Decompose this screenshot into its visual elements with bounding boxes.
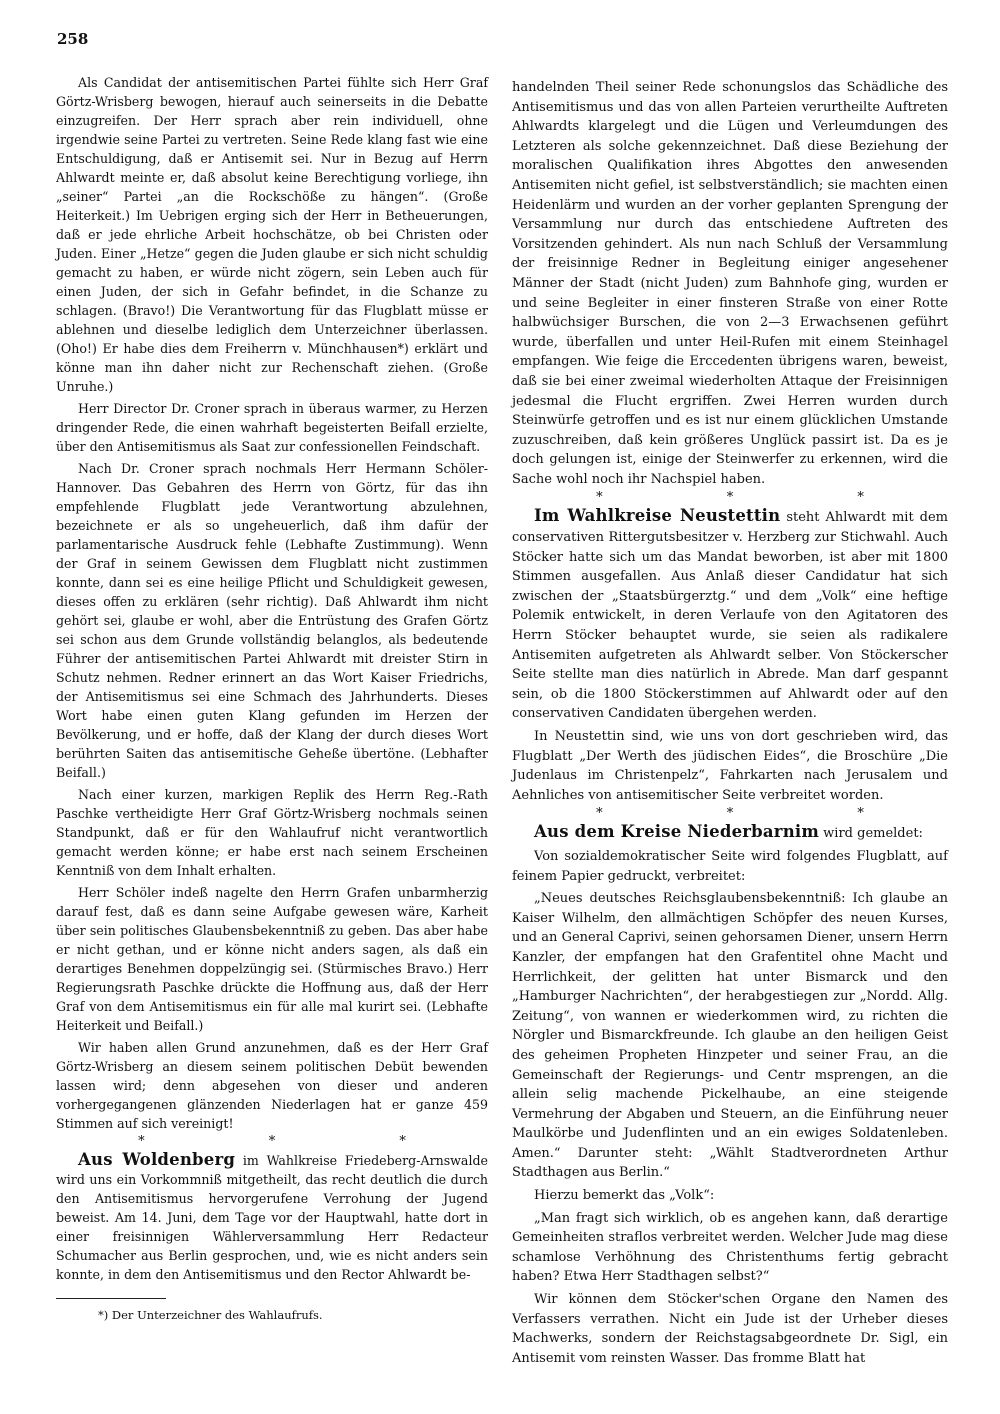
article-neustettin: [512, 506, 948, 724]
paragraph: Nach Dr. Croner sprach nochmals Herr Hermann Schöler-Hannover. Das Gebahren des Herrn von Görtz, für das ihn empfehlende Flugblatt jede Verantwortung abzulehnen, bezeichnete er als so ungeheuerlich, daß ihm dafür der parlamentarische Ausdruck fehle (Lebhafte Zustimmung). Wenn der Graf in seinem Gewissen dem Flugblatt nicht zustimmen konnte, dann sei es eine heilige Pflicht und Schuldigkeit gewesen, dieses offen zu erklären (sehr richtig). Daß Ahlwardt ihm nicht gehört sei, glaube er wohl, aber die Entrüstung des Grafen Görtz sei schon aus dem Grunde vollständig belanglos, als bedeutende Führer der antisemitischen Partei Ahlwardt mit dreister Stirn in Schutz nehmen. Redner erinnert an das Wort Kaiser Friedrichs, der Antisemitismus sei eine Schmach des Jahrhunderts. Dieses Wort habe einen guten Klang gefunden im Herzen der Bevölkerung, und er hoffe, daß der Klang der durch dieses Wort berührten Saiten das antisemitische Geheße übertöne. (Lebhafter Beifall.): [56, 461, 488, 780]
article-niederbarnim: [512, 822, 948, 844]
quote-paragraph: „Neues deutsches Reichsglaubensbekenntniß: Ich glaube an Kaiser Wilhelm, den allmächtigen Schöpfer des neuen Kurses, und an General Caprivi, seinen gehorsamen Diener, unsern Herrn Kanzler, der empfangen hat den Grafentitel ohne Macht und Herrlichkeit, der gelitten hat unter Bismarck und den „Hamburger Nachrichten“, der herabgestiegen zur „Nordd. Allg. Zeitung“, von wannen er wiederkommen wird, zu richten die Nörgler und Bismarckfreunde. Ich glaube an den heiligen Geist des geheimen Propheten Hinzpeter und seiner Frau, an die Gemeinschaft der Regierungs- und Centr msprengen, an die allein selig machende Pickelhaube, an eine steigende Vermehrung der Abgaben und Steuern, an die Einführung neuer Maulkörbe und Judenflinten und an ein ewiges Soldatenleben. Amen.“ Darunter steht: „Wählt Stadtverordneten Arthur Stadthagen aus Berlin.“: [512, 891, 948, 1181]
article-heading: Aus Woldenberg: [78, 1150, 236, 1169]
right-column: [512, 78, 948, 1371]
section-divider: * * *: [596, 490, 924, 506]
paragraph: Von sozialdemokratischer Seite wird folgendes Flugblatt, auf feinem Papier gedruckt, verbreitet:: [512, 848, 948, 884]
paragraph: Als Candidat der antisemitischen Partei fühlte sich Herr Graf Görtz-Wrisberg bewogen, hierauf auch seinerseits in die Debatte einzugreifen. Der Herr sprach aber rein individuell, ohne irgendwie seine Partei zu vertreten. Seine Rede klang fast wie eine Entschuldigung, daß er Antisemit sei. Nur in Bezug auf Herrn Ahlwardt meinte er, daß absolut keine Berechtigung vorliege, ihn „seiner“ Partei „an die Rockschöße zu hängen“. (Große Heiterkeit.) Im Uebrigen erging sich der Herr in Betheuerungen, daß er jede ehrliche Arbeit hochschätze, ob bei Christen oder Juden. Einer „Hetze“ gegen die Juden glaube er sich nicht schuldig gemacht zu haben, er würde nicht zögern, sein Leben auch für einen Juden, der sich in Gefahr befindet, in die Schanze zu schlagen. (Bravo!) Die Verantwortung für das Flugblatt müsse er ablehnen und dieselbe lediglich dem Unterzeichner überlassen. (Oho!) Er habe dies dem Freiherrn v. Münchhausen*) erklärt und könne man ihn daher nicht zur Rechenschaft ziehen. (Große Unruhe.): [56, 75, 488, 394]
paragraph: handelnden Theil seiner Rede schonungslos das Schädliche des Antisemitismus und das von allen Parteien verurtheilte Auftreten Ahlwardts klargelegt und die Lügen und Verleumdungen des Letzteren als solche gekennzeichnet. Daß diese Beziehung der moralischen Qualifikation ihres Abgottes den anwesenden Antisemiten nicht gefiel, ist selbstverständlich; sie machten einen Heidenlärm und wurden an der vorher geplanten Sprengung der Versammlung nur durch das entschiedene Auftreten des Vorsitzenden gehindert. Als nun nach Schluß der Versammlung der freisinnige Redner in Begleitung einiger angesehener Männer der Stadt (nicht Juden) zum Bahnhofe ging, wurden er und seine Begleiter in einer finsteren Straße von einer Rotte halbwüchsiger Burschen, die von 2—3 Erwachsenen geführt wurde, überfallen und unter Heil-Rufen mit einem Steinhagel empfangen. Wie feige die Erccedenten übrigens waren, beweist, daß sie bei einer zweimal wiederholten Attaque der Freisinnigen jedesmal die Flucht ergriffen. Zwei Herren wurden durch Steinwürfe getroffen und es ist nur einem glücklichen Umstande zuzuschreiben, daß kein größeres Unglück passirt ist. Da es je doch gelungen ist, einige der Steinwerfer zu erkennen, wird die Sache wohl noch ihr Nachspiel haben.: [512, 80, 948, 487]
article-text: wird gemeldet:: [819, 826, 923, 842]
article-text: im Wahlkreise Friedeberg-Arnswalde wird uns ein Vorkommniß mitgetheilt, das recht deutlich die durch den Antisemitismus hervorgerufene Verrohung der Jugend beweist. Am 14. Juni, dem Tage vor der Hauptwahl, hatte dort in einer freisinnigen Wählerversammlung Herr Redacteur Schumacher aus Berlin gesprochen, und, wie es nicht anders sein konnte, in dem den Antisemitismus und den Rector Ahlwardt be-: [56, 1153, 488, 1282]
article-heading: Im Wahlkreise Neustettin: [534, 506, 781, 526]
section-divider: * * *: [596, 806, 924, 822]
footnote-divider: [56, 1298, 166, 1299]
paragraph: In Neustettin sind, wie uns von dort geschrieben wird, das Flugblatt „Der Werth des jüdischen Eides“, die Broschüre „Die Judenlaus im Christenpelz“, Fahrkarten nach Jerusalem und Aehnliches von antisemitischer Seite verbreitet worden.: [512, 729, 948, 803]
paragraph: Wir haben allen Grund anzunehmen, daß es der Herr Graf Görtz-Wrisberg an diesem seinem politischen Debüt bewenden lassen wird; denn abgesehen von dieser und anderen vorhergegangenen glänzenden Niederlagen hat er ganze 459 Stimmen auf sich vereinigt!: [56, 1040, 488, 1131]
footnote: *) Der Unterzeichner des Wahlaufrufs.: [98, 1308, 323, 1322]
quote-paragraph: „Man fragt sich wirklich, ob es angehen kann, daß derartige Gemeinheiten straflos verbreitet werden. Welcher Jude mag diese schamlose Verhöhnung des Christenthums fertig gebracht haben? Etwa Herr Stadthagen selbst?“: [512, 1210, 948, 1285]
left-column: [56, 73, 488, 1287]
article-heading: Aus dem Kreise Niederbarnim: [534, 822, 820, 842]
article-woldenberg: [56, 1150, 488, 1284]
article-text: steht Ahlwardt mit dem conservativen Rittergutsbesitzer v. Herzberg zur Stichwahl. Auch Stöcker hatte sich um das Mandat beworben, ist aber mit 1800 Stimmen ausgefallen. Aus Anlaß dieser Candidatur hat sich zwischen der „Staatsbürgerztg.“ und dem „Volk“ eine heftige Polemik entwickelt, in deren Verlaufe von den Agitatoren des Herrn Stöcker behauptet wurde, sie seien als radikalere Antisemiten aufgetreten als Ahlwardt selber. Von Stöckerscher Seite stellte man dies natürlich in Abrede. Man darf gespannt sein, ob die 1800 Stöckerstimmen auf Ahlwardt oder auf den conservativen Candidaten übergehen werden.: [512, 510, 948, 722]
paragraph: Nach einer kurzen, markigen Replik des Herrn Reg.-Rath Paschke vertheidigte Herr Graf Görtz-Wrisberg nochmals seinen Standpunkt, daß er für den Wahlaufruf nicht verantwortlich gemacht werden könne; er habe erst nach seinem Erscheinen Kenntniß von dem Inhalt erhalten.: [56, 787, 488, 878]
section-divider: * * *: [138, 1134, 466, 1149]
paragraph: Hierzu bemerkt das „Volk“:: [534, 1188, 715, 1204]
paragraph: Herr Director Dr. Croner sprach in überaus warmer, zu Herzen dringender Rede, die einen wahrhaft begeisterten Beifall erzielte, über den Antisemitismus als Saat zur confessionellen Feindschaft.: [56, 401, 488, 454]
page-number: 258: [57, 30, 89, 48]
paragraph: Wir können dem Stöcker'schen Organe den Namen des Verfassers verrathen. Nicht ein Jude ist der Urheber dieses Machwerks, sondern der Reichstagsabgeordnete Dr. Sigl, ein Antisemit vom reinsten Wasser. Das fromme Blatt hat: [512, 1292, 948, 1366]
paragraph: Herr Schöler indeß nagelte den Herrn Grafen unbarmherzig darauf fest, daß es dann seine Aufgabe gewesen wäre, Karheit über sein politisches Glaubensbekenntniß zu geben. Das aber habe er nicht gethan, und er könne nicht anders sagen, als daß ein derartiges Benehmen doppelzüngig sei. (Stürmisches Bravo.) Herr Regierungsrath Paschke drückte die Hoffnung aus, daß der Herr Graf von dem Antisemitismus ein für alle mal kurirt sei. (Lebhafte Heiterkeit und Beifall.): [56, 885, 488, 1033]
